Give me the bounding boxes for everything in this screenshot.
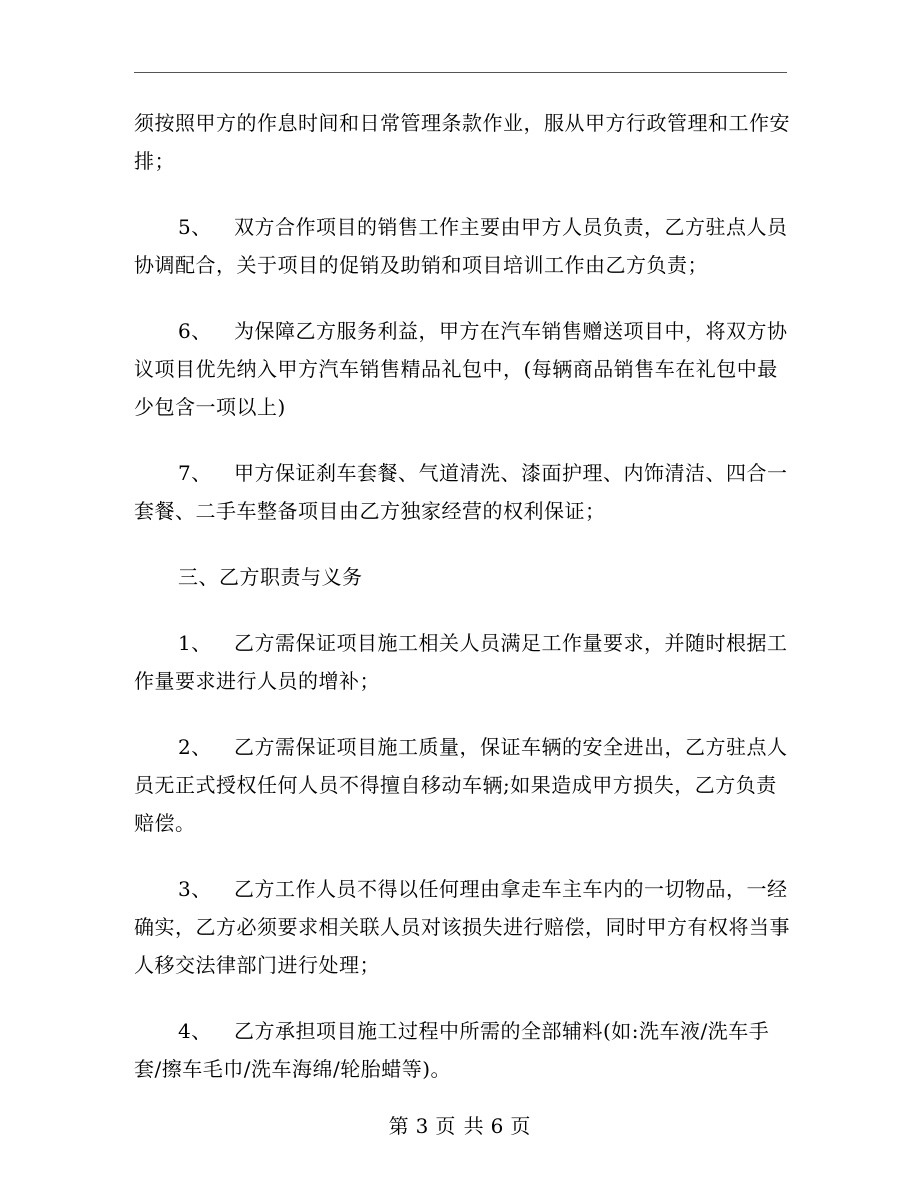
current-page-number: 3 [415, 1114, 430, 1138]
item-number: 3、 [178, 877, 212, 901]
page-footer [0, 1110, 920, 1139]
paragraph-item-4: 4、 乙方承担项目施工过程中所需的全部辅料(如:洗车液/洗车手套/擦车毛巾/洗车海绵/轮胎蜡等)。 [134, 1012, 790, 1088]
paragraph-item-1: 1、 乙方需保证项目施工相关人员满足工作量要求，并随时根据工作量要求进行人员的增补； [134, 624, 790, 700]
paragraph-continuation: 须按照甲方的作息时间和日常管理条款作业，服从甲方行政管理和工作安排； [134, 111, 790, 173]
item-number: 5、 [178, 215, 212, 239]
paragraph-item-5: 5、 双方合作项目的销售工作主要由甲方人员负责，乙方驻点人员协调配合，关于项目的促销及助销和项目培训工作由乙方负责； [134, 208, 790, 284]
item-number: 1、 [178, 631, 212, 655]
paragraph-item-6: 6、 为保障乙方服务利益，甲方在汽车销售赠送项目中，将双方协议项目优先纳入甲方汽车销售精品礼包中，(每辆商品销售车在礼包中最少包含一项以上) [134, 312, 790, 426]
paragraph-item-3: 3、 乙方工作人员不得以任何理由拿走车主车内的一切物品，一经确实，乙方必须要求相关联人员对该损失进行赔偿，同时甲方有权将当事人移交法律部门进行处理； [134, 870, 790, 984]
section-heading: 三、乙方职责与义务 [178, 565, 363, 589]
item-number: 7、 [178, 461, 212, 485]
header-rule [134, 72, 787, 73]
footer-prefix: 第 [388, 1114, 410, 1138]
paragraph-item-7: 7、 甲方保证刹车套餐、气道清洗、漆面护理、内饰清洁、四合一套餐、二手车整备项目由乙方独家经营的权利保证； [134, 454, 790, 530]
paragraph-item-2: 2、 乙方需保证项目施工质量，保证车辆的安全进出，乙方驻点人员无正式授权任何人员不得擅自移动车辆;如果造成甲方损失，乙方负责赔偿。 [134, 728, 790, 842]
item-number: 6、 [178, 319, 212, 343]
document-body [134, 104, 790, 1116]
footer-suffix: 页 [510, 1114, 532, 1138]
item-number: 4、 [178, 1019, 212, 1043]
item-number: 2、 [178, 735, 212, 759]
total-pages-number: 6 [490, 1114, 505, 1138]
footer-mid: 页 共 [435, 1114, 485, 1138]
